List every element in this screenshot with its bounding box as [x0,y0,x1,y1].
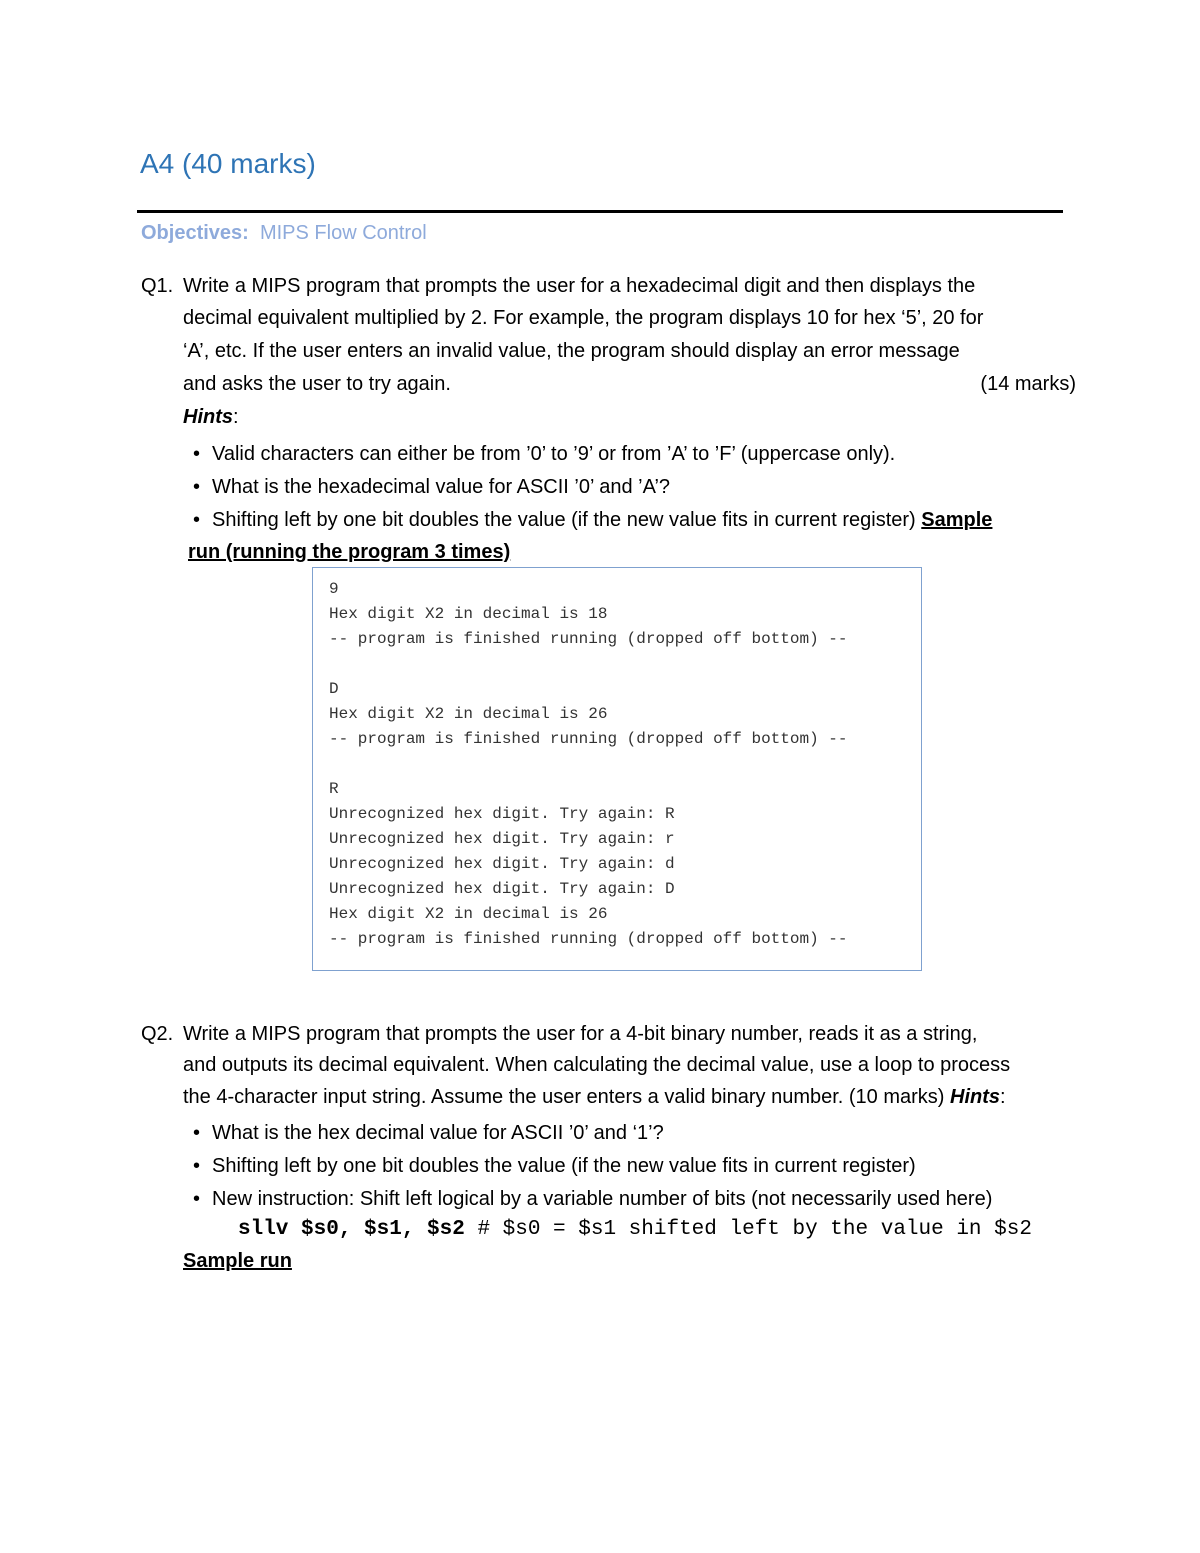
output-line: Unrecognized hex digit. Try again: r [329,830,675,848]
objectives [141,222,427,245]
objectives-label: Objectives: [141,222,249,244]
q1-line-2: decimal equivalent multiplied by 2. For example, the program displays 10 for hex ‘5’, 20 for [183,307,984,329]
output-line: R [329,780,339,798]
title-divider [137,210,1063,213]
q1-hints-label: Hints [183,406,233,428]
q2-line-3: the 4-character input string. Assume the user enters a valid binary number. (10 marks) Hints: [183,1086,1006,1108]
output-line: Hex digit X2 in decimal is 18 [329,605,608,623]
q1-sample-heading: run (running the program 3 times) [188,541,511,563]
output-line: -- program is finished running (dropped off bottom) -- [329,630,848,648]
output-line: Hex digit X2 in decimal is 26 [329,905,608,923]
q2-bullet-1: • What is the hex decimal value for ASCII ’0’ and ‘1’? [193,1122,664,1144]
q1-hints: Hints: [183,406,239,428]
bullet-icon: • [193,1188,201,1210]
q2-number: Q2. [141,1023,174,1045]
bullet-icon: • [193,476,201,498]
code-instruction: sllv $s0, $s1, $s2 [238,1218,465,1241]
q2-bullet-2: • Shifting left by one bit doubles the value (if the new value fits in current register) [193,1155,916,1177]
q2-code-example [238,1218,1032,1241]
output-line: -- program is finished running (dropped off bottom) -- [329,930,848,948]
q1-line-3: ‘A’, etc. If the user enters an invalid value, the program should display an error message [183,340,960,362]
q2-sample-heading: Sample run [183,1250,292,1272]
q1-line-4: and asks the user to try again. [183,373,451,395]
q1-line-1: Write a MIPS program that prompts the user for a hexadecimal digit and then displays the [183,275,976,297]
output-line: Hex digit X2 in decimal is 26 [329,705,608,723]
output-line: 9 [329,580,339,598]
output-line: Unrecognized hex digit. Try again: D [329,880,675,898]
objectives-value: MIPS Flow Control [259,222,427,244]
code-comment: # $s0 = $s1 shifted left by the value in $s2 [464,1218,1032,1241]
q1-bullet-1: • Valid characters can either be from ’0’ to ’9’ or from ’A’ to ’F’ (uppercase only). [193,443,896,465]
bullet-icon: • [193,1155,201,1177]
output-line: -- program is finished running (dropped off bottom) -- [329,730,848,748]
q1-number: Q1. [141,275,174,297]
q1-marks: (14 marks) [980,373,1076,395]
output-line: Unrecognized hex digit. Try again: R [329,805,675,823]
q1-bullet-2: • What is the hexadecimal value for ASCII ’0’ and ’A’? [193,476,671,498]
q2-hints-label: Hints [950,1086,1001,1108]
q2-bullet-3: • New instruction: Shift left logical by a variable number of bits (not necessarily used here) [193,1188,993,1210]
q1-bullet-3: • Shifting left by one bit doubles the value (if the new value fits in current register) Sample [193,509,993,531]
q1-sample-heading-start: Sample [921,509,993,531]
bullet-icon: • [193,1122,201,1144]
output-line: D [329,680,339,698]
page-title: A4 (40 marks) [140,148,316,179]
bullet-icon: • [193,509,201,531]
q2-line-2: and outputs its decimal equivalent. When calculating the decimal value, use a loop to process [183,1054,1011,1076]
q1-sample-output-box [312,567,922,971]
q2-line-1: Write a MIPS program that prompts the user for a 4-bit binary number, reads it as a string, [183,1023,978,1045]
bullet-icon: • [193,443,201,465]
output-line: Unrecognized hex digit. Try again: d [329,855,675,873]
